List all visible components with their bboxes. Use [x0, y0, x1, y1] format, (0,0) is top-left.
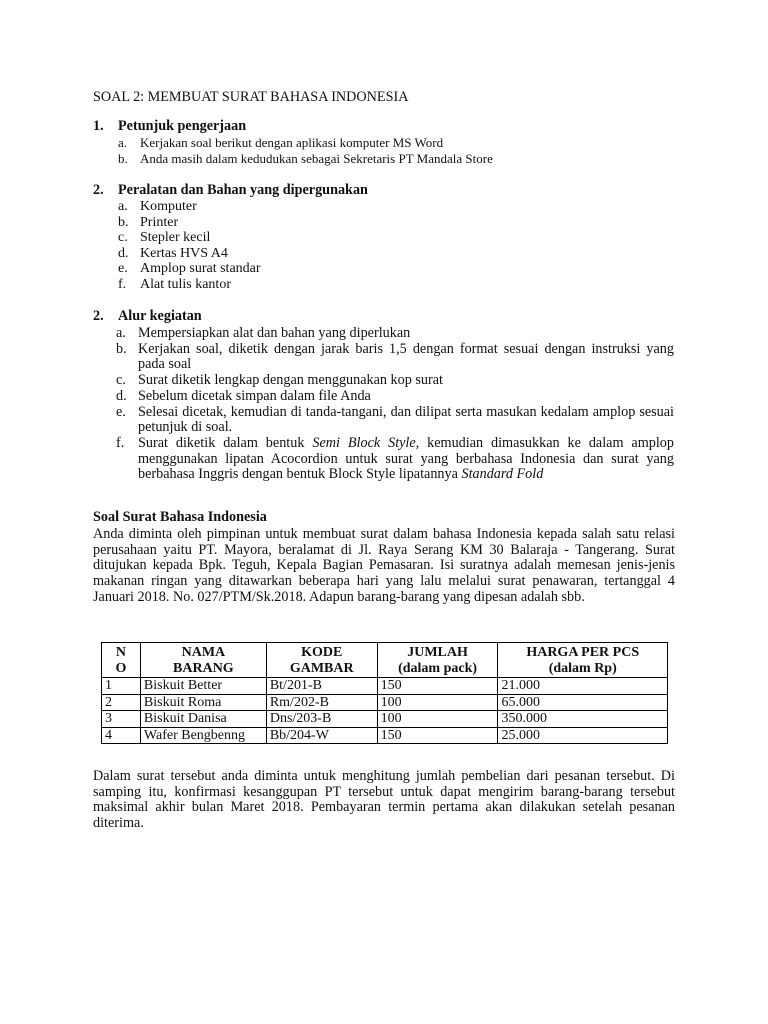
column-header-no: N O [102, 643, 141, 678]
table-cell: 100 [377, 694, 498, 711]
list-item-text: Surat diketik dalam bentuk [138, 434, 313, 451]
list-item-text: Anda masih dalam kedudukan sebagai Sekretaris PT Mandala Store [140, 150, 493, 166]
table-cell: 150 [377, 678, 498, 695]
list-marker: a. [118, 199, 128, 214]
list-item-text: Surat diketik lengkap dengan menggunakan kop surat [138, 372, 443, 389]
table-cell: 4 [102, 727, 141, 744]
table-cell: Bt/201-B [266, 678, 377, 695]
list-marker: a. [118, 135, 128, 150]
list-item [118, 246, 261, 262]
list-item [116, 342, 674, 373]
section-title: Alur kegiatan [118, 308, 202, 324]
section-heading-peralatan [93, 183, 368, 199]
column-header-harga: HARGA PER PCS (dalam Rp) [498, 643, 668, 678]
list-marker: f. [116, 434, 125, 451]
table-cell: Biskuit Better [140, 678, 266, 695]
list-item-text: Kertas HVS A4 [140, 245, 228, 261]
table-cell: Dns/203-B [266, 711, 377, 728]
list-marker: a. [116, 325, 126, 341]
table-cell: 100 [377, 711, 498, 728]
list-item [118, 261, 261, 277]
list-marker: b. [118, 150, 128, 166]
table-cell: 350.000 [498, 711, 668, 728]
list-item [116, 389, 674, 405]
table-cell: 25.000 [498, 727, 668, 744]
section-number: 2. [93, 308, 104, 324]
list-item [118, 199, 261, 215]
list-item-text: Mempersiapkan alat dan bahan yang diperlukan [138, 325, 411, 341]
list-item [118, 151, 493, 167]
list-item-text: Stepler kecil [140, 230, 211, 246]
list-marker: f. [118, 276, 127, 292]
list-item-text: Kerjakan soal, diketik dengan jarak baris 1,5 dengan format sesuai dengan instruksi yang pada soal [138, 340, 674, 373]
list-marker: e. [116, 403, 126, 420]
list-item [116, 326, 674, 342]
list-item [118, 277, 261, 293]
table-cell: Bb/204-W [266, 727, 377, 744]
page-title: SOAL 2: MEMBUAT SURAT BAHASA INDONESIA [93, 89, 409, 105]
section-number: 2. [93, 182, 104, 198]
list-item [118, 215, 261, 231]
table-cell: 65.000 [498, 694, 668, 711]
list-marker: c. [118, 230, 128, 246]
list-item-text: Kerjakan soal berikut dengan aplikasi komputer MS Word [140, 135, 444, 150]
table-row [102, 694, 668, 711]
peralatan-list [118, 199, 261, 293]
soal-paragraph: Anda diminta oleh pimpinan untuk membuat surat dalam bahasa Indonesia kepada salah satu relasi perusahaan yaitu PT. Mayora, beralamat di Jl. Raya Serang KM 30 Balaraja - Tangerang. Surat ditujukan kepada Bpk. Teguh, Kepala Bagian Pemasaran. Isi suratnya adalah memesan jenis-jenis makanan ringan yang ditawarkan beberapa hari yang lalu melalui surat penawaran, tertanggal 4 Januari 2018. No. 027/PTM/Sk.2018. Adapun barang-barang yang dipesan adalah sbb. [93, 526, 675, 605]
column-header-kode-gambar: KODE GAMBAR [266, 643, 377, 678]
alur-list [116, 326, 674, 483]
italic-term: Semi Block Style [312, 434, 416, 451]
table-cell: Rm/202-B [266, 694, 377, 711]
table-cell: Wafer Bengbenng [140, 727, 266, 744]
list-item-text: Printer [140, 214, 179, 230]
list-item [118, 135, 493, 151]
list-item-text: Komputer [140, 199, 197, 214]
table-cell: 1 [102, 678, 141, 695]
table-row [102, 678, 668, 695]
list-marker: b. [118, 214, 129, 230]
list-item-text: Amplop surat standar [140, 261, 261, 277]
table-cell: Biskuit Danisa [140, 711, 266, 728]
list-marker: e. [118, 261, 128, 277]
list-marker: b. [116, 340, 127, 357]
list-item [116, 405, 674, 436]
section-number: 1. [93, 118, 104, 134]
table-header-row [102, 643, 668, 678]
list-item [116, 373, 674, 389]
list-marker: d. [116, 387, 127, 404]
list-marker: c. [116, 372, 126, 389]
section-heading-alur [93, 309, 202, 325]
order-table [101, 642, 668, 744]
italic-term: Standard Fold [461, 466, 544, 483]
petunjuk-list [118, 135, 493, 166]
list-item [118, 230, 261, 246]
list-item-text: Sebelum dicetak simpan dalam file Anda [138, 387, 371, 404]
table-cell: 150 [377, 727, 498, 744]
list-item-text: Selesai dicetak, kemudian di tanda-tangani, dan dilipat serta masukan kedalam amplop sesuai petunjuk di soal. [138, 403, 674, 436]
table-cell: 2 [102, 694, 141, 711]
section-heading-petunjuk [93, 119, 246, 135]
list-marker: d. [118, 245, 129, 261]
column-header-nama-barang: NAMA BARANG [140, 643, 266, 678]
table-row [102, 711, 668, 728]
table-cell: 21.000 [498, 678, 668, 695]
list-item [116, 436, 674, 483]
column-header-jumlah: JUMLAH (dalam pack) [377, 643, 498, 678]
soal-heading: Soal Surat Bahasa Indonesia [93, 509, 267, 525]
closing-paragraph: Dalam surat tersebut anda diminta untuk menghitung jumlah pembelian dari pesanan tersebut. Di samping itu, konfirmasi kesanggupan PT tersebut untuk dapat mengirim barang-barang tersebut maksimal akhir bulan Maret 2018. Pembayaran termin pertama akan dilakukan setelah pesanan diterima. [93, 768, 675, 832]
table-cell: 3 [102, 711, 141, 728]
table-cell: Biskuit Roma [140, 694, 266, 711]
table-row [102, 727, 668, 744]
section-title: Peralatan dan Bahan yang dipergunakan [118, 182, 368, 198]
list-item-text: , kemudian dimasukkan ke dalam amplop menggunakan lipatan Acocordion untuk surat yang berbahasa Indonesia dan surat yang berbahasa Inggris dengan bentuk Block Style lipatannya [138, 434, 674, 483]
section-title: Petunjuk pengerjaan [118, 118, 247, 134]
list-item-text: Alat tulis kantor [140, 276, 231, 292]
